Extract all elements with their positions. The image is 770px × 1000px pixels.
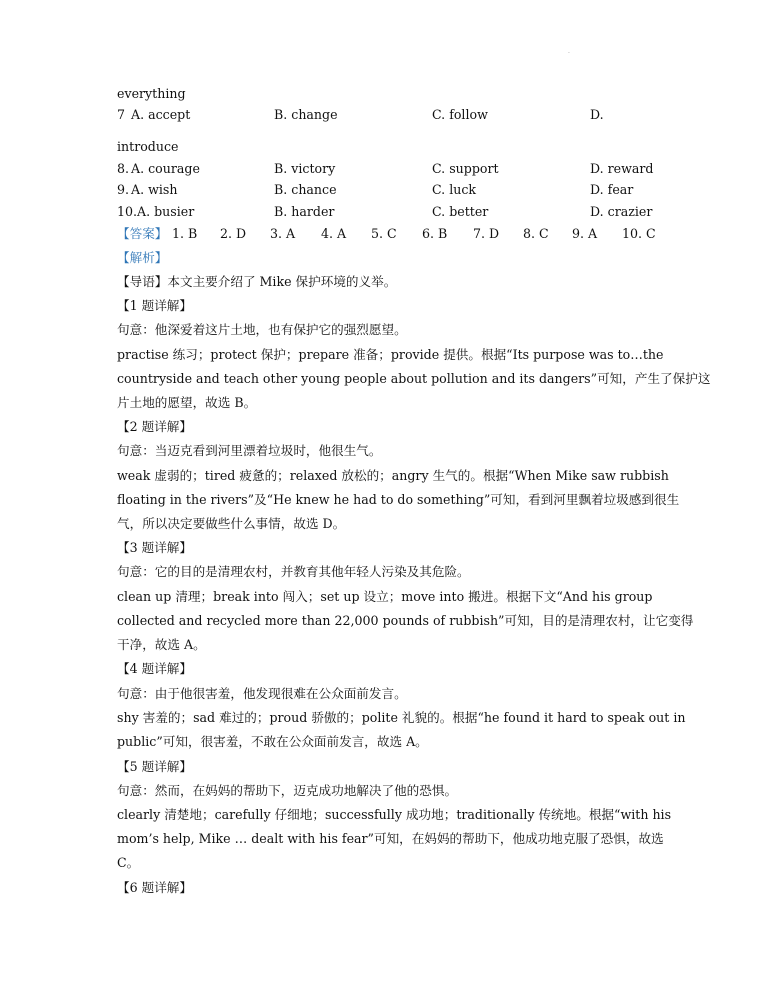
text-line: 【导语】本文主要介绍了 Mike 保护环境的义举。	[117, 274, 397, 289]
text-line-introduce: introduce	[117, 139, 179, 154]
answer-label: 【答案】	[117, 226, 168, 241]
text-line: shy 害羞的；sad 难过的；proud 骄傲的；polite 礼貌的。根据“he found it hard to speak out in	[117, 710, 686, 725]
text-line: 句意：他深爱着这片土地，也有保护它的强烈愿望。	[117, 322, 407, 337]
option-b: B. chance	[274, 182, 337, 197]
text-line: mom’s help, Mike … dealt with his fear”可知，在妈妈的帮助下，他成功地克服了恐惧，故选	[117, 831, 664, 846]
answer-item: 8. C	[523, 226, 549, 241]
question-number: 9.	[117, 182, 130, 197]
analysis-label: 【解析】	[117, 250, 168, 265]
answer-item: 5. C	[371, 226, 397, 241]
option-b: B. harder	[274, 204, 335, 219]
text-line: floating in the rivers”及“He knew he had to do something”可知，看到河里飘着垃圾感到很生	[117, 492, 680, 507]
text-line: 【4 题详解】	[117, 661, 192, 676]
text-line: countryside and teach other young people about pollution and its dangers”可知，产生了保护这	[117, 371, 711, 386]
text-line: C。	[117, 855, 140, 870]
answer-item: 9. A	[572, 226, 598, 241]
option-a: A. accept	[131, 107, 191, 122]
text-line: 片土地的愿望，故选 B。	[117, 395, 257, 410]
option-a: A. busier	[137, 204, 195, 219]
answer-item: 7. D	[473, 226, 500, 241]
answer-item: 4. A	[321, 226, 347, 241]
option-d: D.	[590, 107, 604, 122]
option-d: D. crazier	[590, 204, 653, 219]
text-line: clearly 清楚地；carefully 仔细地；successfully 成功地；traditionally 传统地。根据“with his	[117, 807, 672, 822]
text-line: 【6 题详解】	[117, 880, 192, 895]
text-line: 【1 题详解】	[117, 298, 192, 313]
option-c: C. follow	[432, 107, 488, 122]
question-number: 7	[117, 107, 126, 122]
text-line: clean up 清理；break into 闯入；set up 设立；move into 搬进。根据下文“And his group	[117, 589, 653, 604]
text-line: practise 练习；protect 保护；prepare 准备；provide 提供。根据“Its purpose was to…the	[117, 347, 664, 362]
question-number: 10.	[117, 204, 138, 219]
text-line: 【2 题详解】	[117, 419, 192, 434]
option-c: C. better	[432, 204, 489, 219]
text-line: 句意：当迈克看到河里漂着垃圾时，他很生气。	[117, 443, 382, 458]
text-line: 干净，故选 A。	[117, 637, 206, 652]
option-d: D. reward	[590, 161, 654, 176]
text-line: 句意：然而，在妈妈的帮助下，迈克成功地解决了他的恐惧。	[117, 783, 458, 798]
answer-item: 3. A	[270, 226, 296, 241]
text-line-everything: everything	[117, 86, 186, 101]
option-d: D. fear	[590, 182, 634, 197]
option-b: B. change	[274, 107, 338, 122]
text-line: 【3 题详解】	[117, 540, 192, 555]
answer-item: 6. B	[422, 226, 448, 241]
text-line: 句意：由于他很害羞，他发现很难在公众面前发言。	[117, 686, 407, 701]
text-line: 气，所以决定要做些什么事情，故选 D。	[117, 516, 346, 531]
option-a: A. wish	[131, 182, 178, 197]
option-c: C. support	[432, 161, 499, 176]
text-line: weak 虚弱的；tired 疲惫的；relaxed 放松的；angry 生气的。根据“When Mike saw rubbish	[117, 468, 669, 483]
text-line: 句意：它的目的是清理农村，并教育其他年轻人污染及其危险。	[117, 564, 470, 579]
text-line: public”可知，很害羞，不敢在公众面前发言，故选 A。	[117, 734, 428, 749]
option-c: C. luck	[432, 182, 477, 197]
answer-item: 2. D	[220, 226, 247, 241]
text-line: collected and recycled more than 22,000 pounds of rubbish”可知，目的是清理农村，让它变得	[117, 613, 694, 628]
option-a: A. courage	[131, 161, 200, 176]
answer-item: 1. B	[172, 226, 198, 241]
option-b: B. victory	[274, 161, 336, 176]
text-line: 【5 题详解】	[117, 759, 192, 774]
header-mark: .	[568, 48, 570, 55]
answer-item: 10. C	[622, 226, 656, 241]
question-number: 8.	[117, 161, 130, 176]
